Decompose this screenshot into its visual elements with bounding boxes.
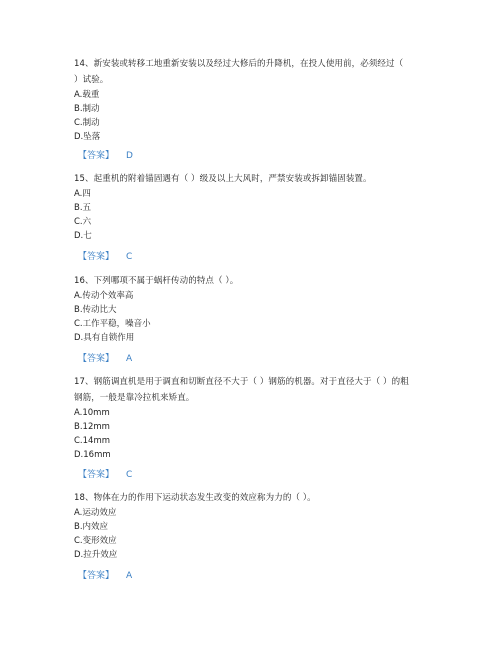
question-18 (74, 490, 434, 562)
answer-line-16 (78, 352, 132, 366)
answer-line-17 (78, 468, 132, 482)
answer-value: C (126, 252, 133, 262)
question-stem: 14、新安装或转移工地重新安装以及经过大修后的升降机，在投人使用前，必须经过（ (74, 59, 404, 69)
answer-line-18 (78, 569, 132, 583)
option-c: C.变形效应 (74, 536, 117, 546)
option-c: C.制动 (74, 118, 100, 128)
question-16 (74, 273, 434, 345)
question-stem: 15、起重机的附着锚固遇有（ ）级及以上大风时，严禁安装或拆卸锚固装置。 (74, 174, 372, 184)
question-stem: 16、下列哪项不属于蜗杆传动的特点（ ）。 (74, 276, 239, 286)
question-15 (74, 171, 434, 243)
answer-value: D (126, 151, 133, 161)
option-a: A.载重 (74, 90, 100, 100)
answer-tag: 【答案】 (78, 470, 115, 480)
answer-tag: 【答案】 (78, 151, 115, 161)
option-a: A.四 (74, 189, 91, 199)
option-c: C.六 (74, 217, 92, 227)
answer-value: A (126, 354, 133, 364)
question-stem-continuation: 钢筋，一般是靠冷拉机来矫直。 (74, 393, 195, 403)
question-17 (74, 374, 434, 462)
question-stem: 17、钢筋调直机是用于调直和切断直径不大于（ ）钢筋的机器。对于直径大于（ ）的粗 (74, 377, 409, 387)
option-b: B.12mm (74, 422, 110, 432)
answer-tag: 【答案】 (78, 354, 115, 364)
option-d: D.坠落 (74, 132, 101, 142)
option-b: B.内效应 (74, 522, 109, 532)
option-a: A.10mm (74, 408, 110, 418)
option-d: D.16mm (74, 450, 111, 460)
option-b: B.传动比大 (74, 305, 117, 315)
answer-line-15 (78, 250, 132, 264)
option-d: D.七 (74, 231, 92, 241)
option-b: B.制动 (74, 104, 100, 114)
question-14 (74, 56, 434, 144)
question-stem-continuation: ）试验。 (74, 75, 109, 85)
answer-value: C (126, 470, 133, 480)
option-a: A.传动个效率高 (74, 291, 134, 301)
question-stem: 18、物体在力的作用下运动状态发生改变的效应称为力的（ ）。 (74, 493, 316, 503)
option-d: D.拉升效应 (74, 550, 118, 560)
option-c: C.工作平稳，噪音小 (74, 319, 151, 329)
option-c: C.14mm (74, 436, 111, 446)
option-b: B.五 (74, 203, 92, 213)
option-d: D.具有自锁作用 (74, 333, 135, 343)
answer-line-14 (78, 149, 133, 163)
option-a: A.运动效应 (74, 508, 117, 518)
answer-tag: 【答案】 (78, 571, 115, 581)
answer-value: A (126, 571, 133, 581)
answer-tag: 【答案】 (78, 252, 115, 262)
